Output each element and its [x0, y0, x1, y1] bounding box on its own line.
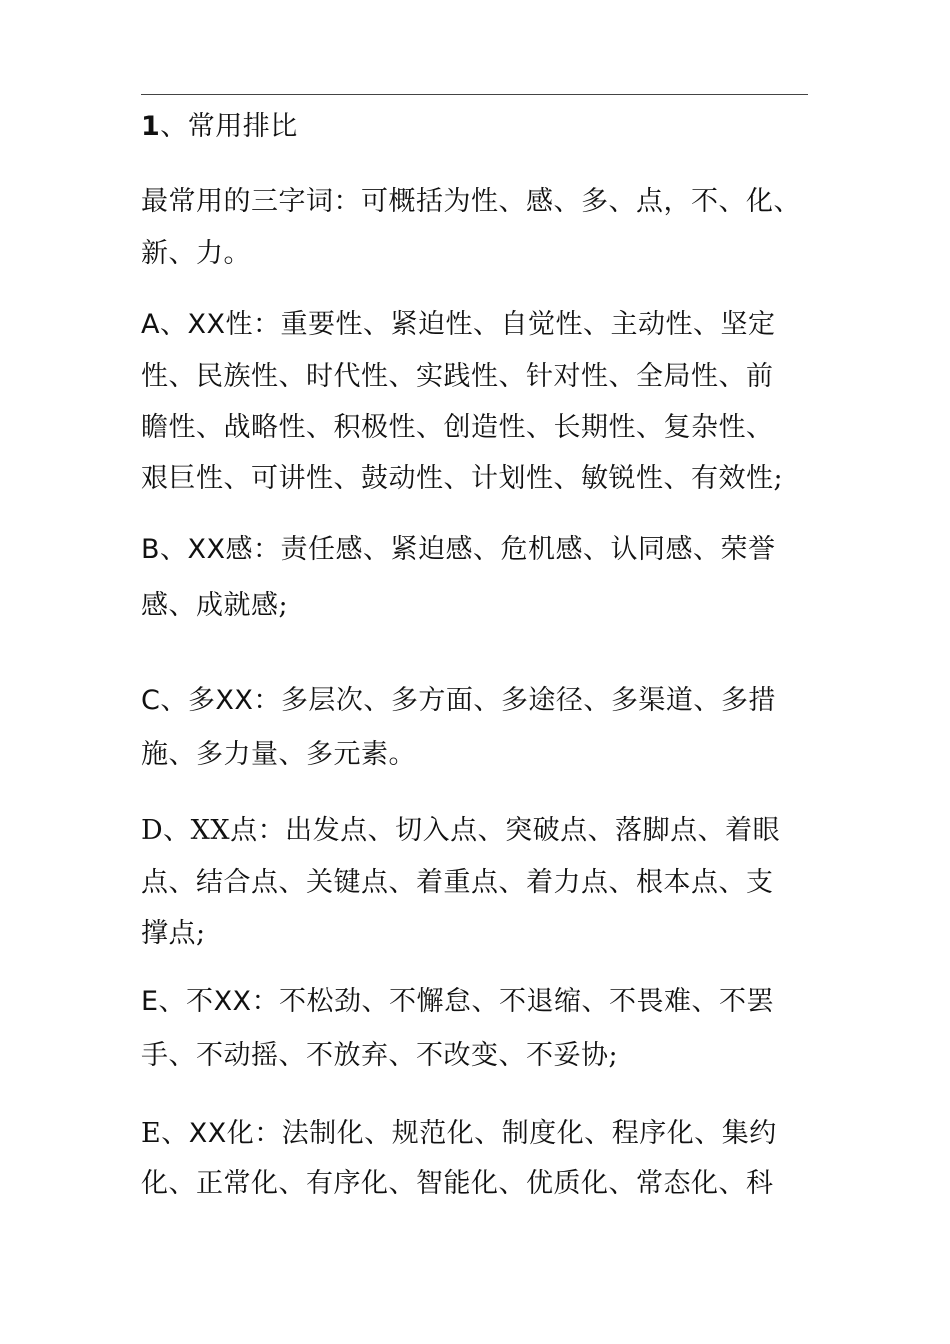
item-d-line-3: 撑点; — [141, 918, 206, 949]
item-a-line-2: 性、民族性、时代性、实践性、针对性、全局性、前 — [141, 361, 774, 392]
item-c-mid: XX — [215, 685, 254, 716]
item-b-text: 感：责任感、紧迫感、危机感、认同感、荣誉 — [225, 534, 776, 565]
item-d-line-1 — [141, 814, 780, 848]
item-e2-line-2: 化、正常化、有序化、智能化、优质化、常态化、科 — [141, 1168, 774, 1199]
item-a-text: 性：重要性、紧迫性、自觉性、主动性、坚定 — [225, 309, 776, 340]
item-e2-mid: XX — [188, 1118, 227, 1149]
item-e2-prefix: E、 — [141, 1118, 189, 1149]
item-e1-line-2: 手、不动摇、不放弃、不改变、不妥协; — [141, 1040, 619, 1071]
item-e2-line-1 — [141, 1117, 777, 1151]
item-d-prefix: D、XX — [141, 815, 231, 846]
heading-number: 1 — [141, 111, 161, 142]
section-heading — [141, 110, 298, 144]
item-e2-text: 化：法制化、规范化、制度化、程序化、集约 — [226, 1118, 777, 1149]
top-rule — [141, 94, 808, 95]
item-c-line-2: 施、多力量、多元素。 — [141, 739, 416, 770]
item-c-text: ：多层次、多方面、多途径、多渠道、多措 — [253, 685, 776, 716]
intro-line-2: 新、力。 — [141, 238, 251, 269]
item-b-prefix: B、XX — [141, 534, 226, 565]
item-b-line-2: 感、成就感; — [141, 590, 289, 621]
item-e1-line-1 — [141, 985, 774, 1019]
item-c-line-1 — [141, 684, 776, 718]
heading-text: 、常用排比 — [160, 111, 298, 142]
item-e1-prefix: E、不 — [141, 986, 214, 1017]
item-a-line-1 — [141, 308, 775, 342]
item-d-text: 点：出发点、切入点、突破点、落脚点、着眼 — [230, 815, 781, 846]
item-a-prefix: A、XX — [141, 309, 226, 340]
item-e1-mid: XX — [213, 986, 252, 1017]
item-c-prefix: C、多 — [141, 685, 216, 716]
item-a-line-4: 艰巨性、可讲性、鼓动性、计划性、敏锐性、有效性; — [141, 463, 784, 494]
intro-line-1: 最常用的三字词：可概括为性、感、多、点，不、化、 — [141, 186, 801, 217]
item-b-line-1 — [141, 533, 776, 567]
item-a-line-3: 瞻性、战略性、积极性、创造性、长期性、复杂性、 — [141, 412, 774, 443]
item-e1-text: ：不松劲、不懈怠、不退缩、不畏难、不罢 — [251, 986, 775, 1017]
item-d-line-2: 点、结合点、关键点、着重点、着力点、根本点、支 — [141, 867, 774, 898]
